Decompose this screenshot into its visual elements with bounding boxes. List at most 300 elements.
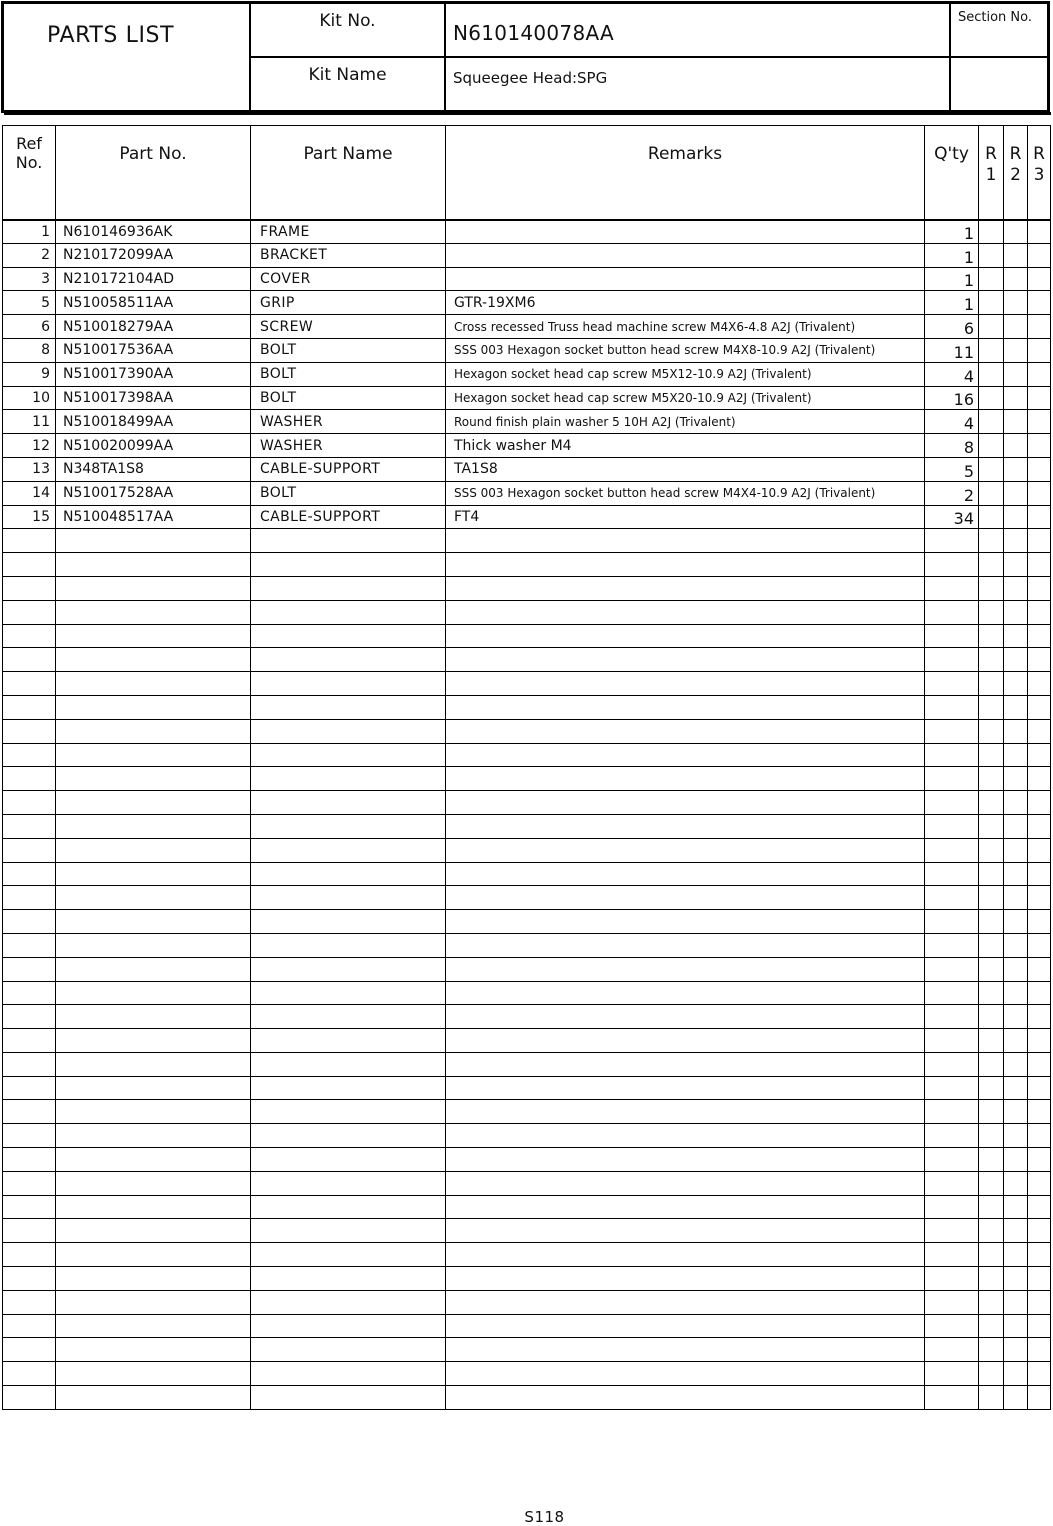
ref-cell: 5 <box>3 291 56 315</box>
empty-table-row <box>3 1219 1051 1243</box>
empty-table-row <box>3 791 1051 815</box>
ref-cell: 1 <box>3 220 56 244</box>
empty-cell <box>979 1124 1004 1148</box>
empty-cell <box>446 957 925 981</box>
empty-table-row <box>3 767 1051 791</box>
part-no-cell: N510017528AA <box>56 481 251 505</box>
empty-cell <box>979 910 1004 934</box>
empty-cell <box>979 1195 1004 1219</box>
empty-cell <box>925 600 979 624</box>
remarks-cell: FT4 <box>446 505 925 529</box>
part-name-cell: BOLT <box>251 386 446 410</box>
empty-cell <box>1028 600 1051 624</box>
empty-cell <box>446 719 925 743</box>
empty-cell <box>1004 814 1028 838</box>
empty-cell <box>56 672 251 696</box>
empty-cell <box>251 1052 446 1076</box>
r3-cell <box>1028 291 1051 315</box>
empty-cell <box>1028 1243 1051 1267</box>
empty-table-row <box>3 719 1051 743</box>
empty-cell <box>251 743 446 767</box>
empty-cell <box>56 1290 251 1314</box>
empty-cell <box>251 1100 446 1124</box>
r2-cell <box>1004 362 1028 386</box>
empty-cell <box>1028 648 1051 672</box>
empty-cell <box>3 1148 56 1172</box>
table-row <box>3 481 1051 505</box>
part-name-cell: BOLT <box>251 338 446 362</box>
r1-cell <box>979 457 1004 481</box>
empty-cell <box>56 957 251 981</box>
empty-cell <box>1004 672 1028 696</box>
empty-table-row <box>3 695 1051 719</box>
empty-cell <box>925 672 979 696</box>
empty-table-row <box>3 553 1051 577</box>
remarks-cell: Round finish plain washer 5 10H A2J (Trivalent) <box>446 410 925 434</box>
empty-cell <box>3 767 56 791</box>
part-no-cell: N510017390AA <box>56 362 251 386</box>
empty-cell <box>925 1290 979 1314</box>
empty-table-row <box>3 1076 1051 1100</box>
empty-cell <box>925 957 979 981</box>
col-r2-letter: R <box>1009 144 1022 164</box>
table-body <box>3 220 1051 1410</box>
empty-cell <box>446 791 925 815</box>
empty-cell <box>979 1338 1004 1362</box>
empty-cell <box>56 814 251 838</box>
empty-cell <box>446 1100 925 1124</box>
empty-cell <box>3 1029 56 1053</box>
empty-cell <box>1028 767 1051 791</box>
empty-cell <box>251 553 446 577</box>
kit-name-value: Squeegee Head:SPG <box>453 69 608 87</box>
empty-table-row <box>3 862 1051 886</box>
empty-cell <box>446 1386 925 1410</box>
empty-table-row <box>3 957 1051 981</box>
ref-cell: 13 <box>3 457 56 481</box>
empty-cell <box>1028 1386 1051 1410</box>
empty-cell <box>446 814 925 838</box>
r2-cell <box>1004 267 1028 291</box>
empty-cell <box>925 648 979 672</box>
empty-cell <box>1004 1052 1028 1076</box>
empty-cell <box>446 1219 925 1243</box>
qty-cell: 4 <box>925 362 979 386</box>
empty-cell <box>446 1124 925 1148</box>
empty-cell <box>446 862 925 886</box>
part-name-cell: FRAME <box>251 220 446 244</box>
table-header <box>3 126 1051 220</box>
empty-cell <box>1004 529 1028 553</box>
empty-cell <box>446 648 925 672</box>
col-part-name: Part Name <box>251 126 446 220</box>
remarks-cell <box>446 267 925 291</box>
empty-cell <box>251 1219 446 1243</box>
empty-cell <box>1028 576 1051 600</box>
empty-cell <box>3 933 56 957</box>
empty-cell <box>979 791 1004 815</box>
r3-cell <box>1028 220 1051 244</box>
col-qty: Q'ty <box>925 126 979 220</box>
col-no-label: No. <box>15 153 43 172</box>
empty-cell <box>446 1005 925 1029</box>
empty-table-row <box>3 981 1051 1005</box>
empty-cell <box>925 1267 979 1291</box>
r2-cell <box>1004 220 1028 244</box>
empty-cell <box>251 576 446 600</box>
part-name-cell: GRIP <box>251 291 446 315</box>
empty-cell <box>1028 624 1051 648</box>
empty-cell <box>56 1314 251 1338</box>
empty-cell <box>56 553 251 577</box>
empty-cell <box>3 791 56 815</box>
empty-table-row <box>3 576 1051 600</box>
empty-cell <box>3 600 56 624</box>
r3-cell <box>1028 338 1051 362</box>
empty-cell <box>925 1338 979 1362</box>
empty-table-row <box>3 933 1051 957</box>
empty-table-row <box>3 886 1051 910</box>
empty-cell <box>446 743 925 767</box>
empty-cell <box>1004 933 1028 957</box>
empty-cell <box>3 814 56 838</box>
empty-cell <box>979 743 1004 767</box>
empty-cell <box>446 981 925 1005</box>
empty-cell <box>979 672 1004 696</box>
empty-cell <box>925 1076 979 1100</box>
empty-cell <box>1028 1148 1051 1172</box>
empty-cell <box>925 1029 979 1053</box>
empty-cell <box>3 1124 56 1148</box>
remarks-cell: SSS 003 Hexagon socket button head screw M4X4-10.9 A2J (Trivalent) <box>446 481 925 505</box>
empty-cell <box>925 1171 979 1195</box>
empty-cell <box>251 910 446 934</box>
empty-cell <box>1028 743 1051 767</box>
r2-cell <box>1004 481 1028 505</box>
ref-cell: 3 <box>3 267 56 291</box>
r2-cell <box>1004 338 1028 362</box>
empty-cell <box>1004 1171 1028 1195</box>
empty-cell <box>1004 1100 1028 1124</box>
qty-cell: 8 <box>925 434 979 458</box>
empty-cell <box>1028 672 1051 696</box>
empty-cell <box>56 1171 251 1195</box>
empty-table-row <box>3 1314 1051 1338</box>
empty-cell <box>979 648 1004 672</box>
r3-cell <box>1028 410 1051 434</box>
empty-cell <box>979 814 1004 838</box>
r3-cell <box>1028 457 1051 481</box>
empty-cell <box>56 886 251 910</box>
empty-table-row <box>3 838 1051 862</box>
empty-cell <box>446 1314 925 1338</box>
empty-cell <box>56 1243 251 1267</box>
empty-cell <box>925 862 979 886</box>
empty-cell <box>56 719 251 743</box>
table-row <box>3 505 1051 529</box>
remarks-cell <box>446 220 925 244</box>
empty-cell <box>1004 791 1028 815</box>
empty-cell <box>1004 1267 1028 1291</box>
empty-cell <box>925 743 979 767</box>
empty-cell <box>1028 933 1051 957</box>
qty-cell: 1 <box>925 220 979 244</box>
part-no-cell: N610146936AK <box>56 220 251 244</box>
empty-cell <box>1004 1219 1028 1243</box>
empty-cell <box>251 695 446 719</box>
empty-cell <box>925 838 979 862</box>
empty-cell <box>1028 791 1051 815</box>
r3-cell <box>1028 243 1051 267</box>
empty-table-row <box>3 1386 1051 1410</box>
empty-cell <box>251 1362 446 1386</box>
empty-cell <box>446 553 925 577</box>
empty-table-row <box>3 672 1051 696</box>
empty-cell <box>979 719 1004 743</box>
empty-cell <box>1004 1195 1028 1219</box>
part-name-cell: BOLT <box>251 362 446 386</box>
col-r3 <box>1028 126 1051 220</box>
empty-cell <box>3 553 56 577</box>
part-no-cell: N210172104AD <box>56 267 251 291</box>
qty-cell: 1 <box>925 243 979 267</box>
empty-cell <box>251 1267 446 1291</box>
empty-table-row <box>3 600 1051 624</box>
empty-cell <box>925 695 979 719</box>
kit-name-label: Kit Name <box>308 65 387 85</box>
empty-cell <box>446 1290 925 1314</box>
qty-cell: 16 <box>925 386 979 410</box>
r1-cell <box>979 481 1004 505</box>
empty-cell <box>56 838 251 862</box>
empty-cell <box>446 1029 925 1053</box>
empty-cell <box>1028 1124 1051 1148</box>
part-name-cell: CABLE-SUPPORT <box>251 505 446 529</box>
empty-cell <box>979 1100 1004 1124</box>
empty-cell <box>56 576 251 600</box>
r1-cell <box>979 338 1004 362</box>
empty-cell <box>56 529 251 553</box>
empty-cell <box>1004 624 1028 648</box>
part-name-cell: WASHER <box>251 434 446 458</box>
empty-cell <box>925 576 979 600</box>
empty-cell <box>1028 553 1051 577</box>
part-no-cell: N348TA1S8 <box>56 457 251 481</box>
empty-cell <box>979 529 1004 553</box>
qty-cell: 2 <box>925 481 979 505</box>
parts-table <box>2 125 1051 1410</box>
page-number: S118 <box>524 1508 565 1526</box>
empty-cell <box>925 1052 979 1076</box>
empty-cell <box>251 1076 446 1100</box>
empty-cell <box>3 981 56 1005</box>
r2-cell <box>1004 457 1028 481</box>
empty-cell <box>925 910 979 934</box>
empty-cell <box>1004 576 1028 600</box>
empty-cell <box>56 1267 251 1291</box>
r3-cell <box>1028 267 1051 291</box>
empty-cell <box>979 862 1004 886</box>
empty-cell <box>1004 1124 1028 1148</box>
empty-cell <box>979 1219 1004 1243</box>
empty-cell <box>979 981 1004 1005</box>
empty-cell <box>3 1314 56 1338</box>
empty-cell <box>56 648 251 672</box>
empty-table-row <box>3 1052 1051 1076</box>
empty-cell <box>925 981 979 1005</box>
empty-cell <box>925 814 979 838</box>
empty-table-row <box>3 1243 1051 1267</box>
empty-cell <box>1028 1100 1051 1124</box>
empty-cell <box>925 1243 979 1267</box>
col-r2 <box>1004 126 1028 220</box>
remarks-cell: Hexagon socket head cap screw M5X20-10.9 A2J (Trivalent) <box>446 386 925 410</box>
empty-cell <box>1028 910 1051 934</box>
remarks-cell: SSS 003 Hexagon socket button head screw M4X8-10.9 A2J (Trivalent) <box>446 338 925 362</box>
col-r1-number: 1 <box>985 165 997 185</box>
ref-cell: 8 <box>3 338 56 362</box>
empty-table-row <box>3 1171 1051 1195</box>
empty-cell <box>925 1100 979 1124</box>
empty-table-row <box>3 529 1051 553</box>
empty-cell <box>979 957 1004 981</box>
empty-cell <box>3 886 56 910</box>
r1-cell <box>979 243 1004 267</box>
part-name-cell: CABLE-SUPPORT <box>251 457 446 481</box>
header-underline <box>4 112 1051 115</box>
part-no-cell: N210172099AA <box>56 243 251 267</box>
empty-cell <box>1004 1338 1028 1362</box>
empty-cell <box>1004 719 1028 743</box>
r1-cell <box>979 386 1004 410</box>
empty-cell <box>1028 1195 1051 1219</box>
empty-cell <box>3 1195 56 1219</box>
empty-cell <box>251 791 446 815</box>
empty-table-row <box>3 1290 1051 1314</box>
r3-cell <box>1028 434 1051 458</box>
remarks-cell: TA1S8 <box>446 457 925 481</box>
part-name-cell: COVER <box>251 267 446 291</box>
qty-cell: 34 <box>925 505 979 529</box>
remarks-cell: Cross recessed Truss head machine screw M4X6-4.8 A2J (Trivalent) <box>446 315 925 339</box>
empty-cell <box>251 1243 446 1267</box>
empty-cell <box>56 600 251 624</box>
empty-cell <box>251 838 446 862</box>
empty-cell <box>1028 1076 1051 1100</box>
empty-cell <box>925 1195 979 1219</box>
empty-cell <box>3 648 56 672</box>
empty-cell <box>925 624 979 648</box>
part-no-cell: N510017398AA <box>56 386 251 410</box>
empty-cell <box>925 1124 979 1148</box>
r1-cell <box>979 220 1004 244</box>
empty-cell <box>3 624 56 648</box>
empty-cell <box>251 1314 446 1338</box>
ref-cell: 15 <box>3 505 56 529</box>
empty-table-row <box>3 624 1051 648</box>
col-ref-label: Ref <box>16 134 42 153</box>
empty-cell <box>1028 719 1051 743</box>
remarks-cell: Hexagon socket head cap screw M5X12-10.9 A2J (Trivalent) <box>446 362 925 386</box>
r3-cell <box>1028 362 1051 386</box>
table-row <box>3 410 1051 434</box>
empty-cell <box>56 1148 251 1172</box>
empty-cell <box>446 529 925 553</box>
kit-no-value: N610140078AA <box>453 21 615 45</box>
empty-cell <box>979 886 1004 910</box>
empty-cell <box>979 600 1004 624</box>
empty-cell <box>3 1076 56 1100</box>
qty-cell: 1 <box>925 267 979 291</box>
empty-cell <box>1028 886 1051 910</box>
col-remarks: Remarks <box>446 126 925 220</box>
empty-cell <box>925 553 979 577</box>
empty-cell <box>56 1362 251 1386</box>
empty-cell <box>251 648 446 672</box>
kit-no-label: Kit No. <box>319 11 376 31</box>
empty-cell <box>251 1386 446 1410</box>
empty-cell <box>925 719 979 743</box>
empty-cell <box>56 791 251 815</box>
part-name-cell: BOLT <box>251 481 446 505</box>
empty-cell <box>1004 862 1028 886</box>
empty-cell <box>3 1338 56 1362</box>
empty-cell <box>1004 838 1028 862</box>
table-row <box>3 315 1051 339</box>
empty-cell <box>446 1362 925 1386</box>
qty-cell: 1 <box>925 291 979 315</box>
empty-cell <box>3 1100 56 1124</box>
empty-cell <box>56 1219 251 1243</box>
r2-cell <box>1004 291 1028 315</box>
part-no-cell: N510017536AA <box>56 338 251 362</box>
qty-cell: 4 <box>925 410 979 434</box>
empty-cell <box>1004 767 1028 791</box>
empty-cell <box>3 862 56 886</box>
empty-cell <box>979 1029 1004 1053</box>
empty-cell <box>925 767 979 791</box>
remarks-cell <box>446 243 925 267</box>
col-r1 <box>979 126 1004 220</box>
empty-cell <box>251 1148 446 1172</box>
ref-cell: 6 <box>3 315 56 339</box>
empty-cell <box>979 1243 1004 1267</box>
empty-cell <box>56 1338 251 1362</box>
empty-cell <box>56 695 251 719</box>
r2-cell <box>1004 505 1028 529</box>
empty-cell <box>251 933 446 957</box>
empty-cell <box>56 767 251 791</box>
ref-cell: 2 <box>3 243 56 267</box>
empty-cell <box>979 933 1004 957</box>
empty-cell <box>446 576 925 600</box>
empty-cell <box>1028 1267 1051 1291</box>
r1-cell <box>979 362 1004 386</box>
empty-cell <box>446 600 925 624</box>
empty-table-row <box>3 1005 1051 1029</box>
empty-cell <box>925 933 979 957</box>
empty-cell <box>3 1052 56 1076</box>
empty-cell <box>251 957 446 981</box>
empty-cell <box>3 695 56 719</box>
empty-cell <box>56 910 251 934</box>
empty-cell <box>925 1219 979 1243</box>
empty-table-row <box>3 1100 1051 1124</box>
empty-cell <box>251 600 446 624</box>
empty-cell <box>56 981 251 1005</box>
empty-cell <box>251 624 446 648</box>
empty-cell <box>1004 600 1028 624</box>
